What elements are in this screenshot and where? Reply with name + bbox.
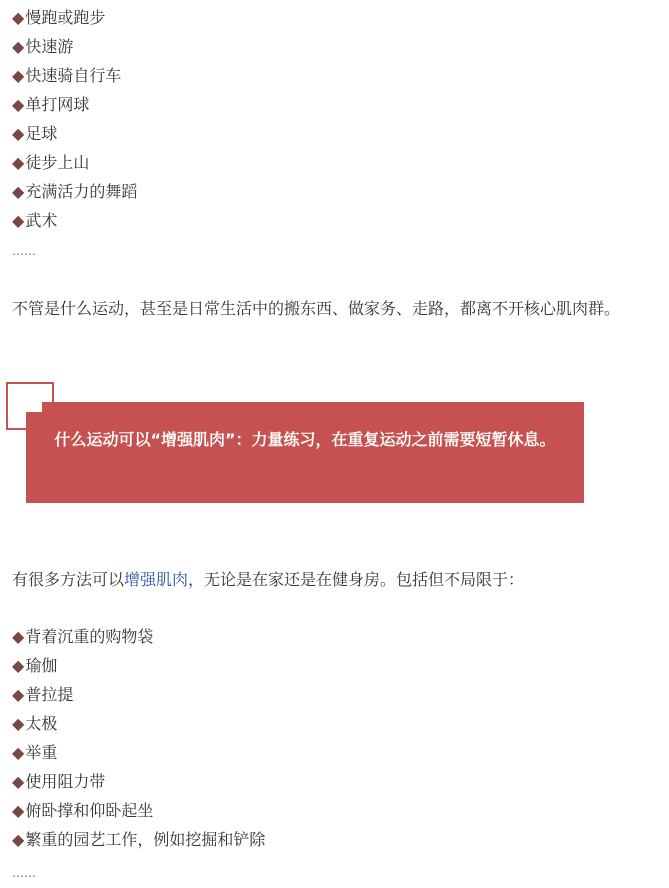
list-item-text: 徒步上山 xyxy=(25,153,90,172)
list-item-text: 快速骑自行车 xyxy=(25,66,122,85)
list-item xyxy=(12,61,137,90)
list-ellipsis: …… xyxy=(12,866,36,880)
callout-text: 什么运动可以“增强肌肉”：力量练习，在重复运动之前需要短暂休息。 xyxy=(54,430,556,449)
list-item xyxy=(12,32,137,61)
list-item-text: 繁重的园艺工作，例如挖掘和铲除 xyxy=(25,830,266,849)
list-item-text: 背着沉重的购物袋 xyxy=(25,627,154,646)
list-item-text: 充满活力的舞蹈 xyxy=(25,182,138,201)
list-item-text: 单打网球 xyxy=(25,95,90,114)
list-item xyxy=(12,796,265,825)
diamond-bullet-icon: ◆ xyxy=(12,714,25,733)
diamond-bullet-icon: ◆ xyxy=(12,211,25,230)
list-item-text: 武术 xyxy=(25,211,58,230)
list-item xyxy=(12,680,265,709)
list-item-text: 俯卧撑和仰卧起坐 xyxy=(25,801,154,820)
list-item xyxy=(12,119,137,148)
core-muscle-paragraph: 不管是什么运动，甚至是日常生活中的搬东西、做家务、走路，都离不开核心肌肉群。 xyxy=(12,299,621,318)
diamond-bullet-icon: ◆ xyxy=(12,182,25,201)
diamond-bullet-icon: ◆ xyxy=(12,801,25,820)
diamond-bullet-icon: ◆ xyxy=(12,685,25,704)
list-item xyxy=(12,767,265,796)
list-item-text: 瑜伽 xyxy=(25,656,58,675)
build-muscle-link[interactable]: 增强肌肉 xyxy=(124,570,189,589)
diamond-bullet-icon: ◆ xyxy=(12,8,25,27)
list-item-text: 太极 xyxy=(25,714,58,733)
list-item xyxy=(12,651,265,680)
diamond-bullet-icon: ◆ xyxy=(12,656,25,675)
list-item xyxy=(12,177,137,206)
list-item-text: 使用阻力带 xyxy=(25,772,106,791)
list-item xyxy=(12,148,137,177)
methods-text-before: 有很多方法可以 xyxy=(12,570,125,589)
list-item xyxy=(12,709,265,738)
methods-paragraph xyxy=(12,565,662,594)
callout-box xyxy=(26,402,584,503)
list-item-text: 快速游 xyxy=(25,37,74,56)
list-item xyxy=(12,90,137,119)
methods-list xyxy=(12,622,265,854)
list-item xyxy=(12,3,137,32)
list-item xyxy=(12,622,265,651)
diamond-bullet-icon: ◆ xyxy=(12,37,25,56)
diamond-bullet-icon: ◆ xyxy=(12,124,25,143)
list-item xyxy=(12,206,137,235)
diamond-bullet-icon: ◆ xyxy=(12,830,25,849)
diamond-bullet-icon: ◆ xyxy=(12,95,25,114)
list-ellipsis: …… xyxy=(12,244,36,258)
methods-text-after: ，无论是在家还是在健身房。包括但不局限于： xyxy=(188,570,525,589)
callout-decoration-corner xyxy=(26,402,42,412)
list-item-text: 慢跑或跑步 xyxy=(25,8,106,27)
list-item xyxy=(12,825,265,854)
list-item xyxy=(12,738,265,767)
list-item-text: 足球 xyxy=(25,124,58,143)
diamond-bullet-icon: ◆ xyxy=(12,66,25,85)
diamond-bullet-icon: ◆ xyxy=(12,772,25,791)
list-item-text: 普拉提 xyxy=(25,685,74,704)
exercise-list xyxy=(12,3,137,235)
list-item-text: 举重 xyxy=(25,743,58,762)
diamond-bullet-icon: ◆ xyxy=(12,627,25,646)
diamond-bullet-icon: ◆ xyxy=(12,743,25,762)
diamond-bullet-icon: ◆ xyxy=(12,153,25,172)
